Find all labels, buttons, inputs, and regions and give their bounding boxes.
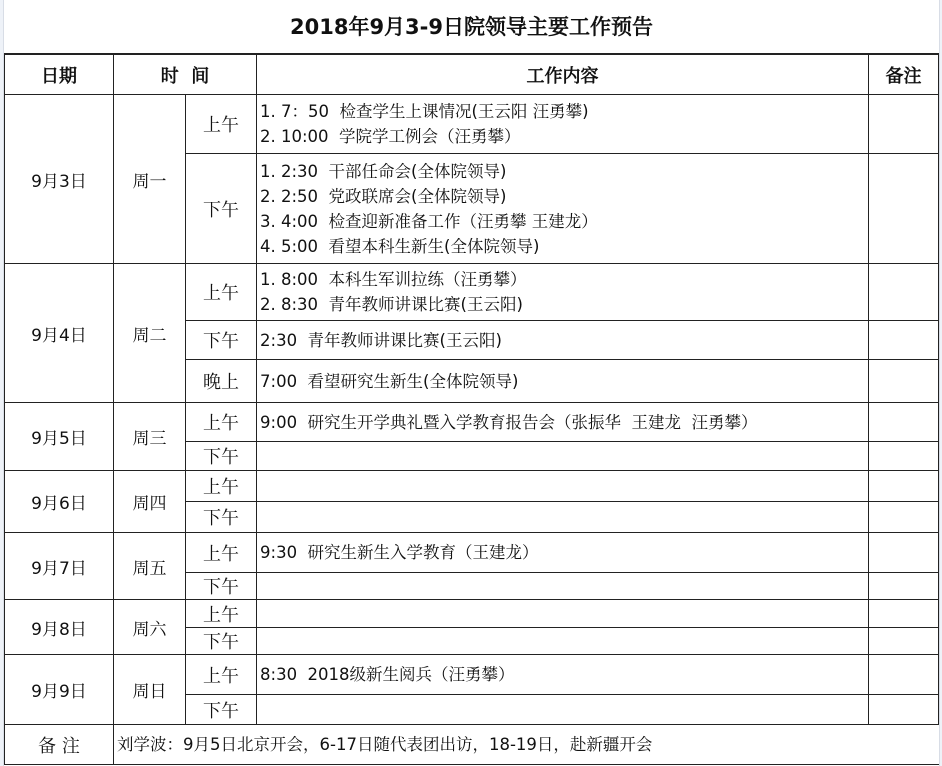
- table-row: [5, 600, 939, 628]
- slot-remark: [869, 321, 939, 360]
- content-line: 2. 8:30 青年教师讲课比赛(王云阳): [260, 295, 523, 314]
- slot-period: 下午: [186, 502, 257, 533]
- day-weekday: 周六: [114, 600, 186, 655]
- content-line: 9:00 研究生开学典礼暨入学教育报告会（张振华 王建龙 汪勇攀）: [260, 412, 758, 432]
- content-line: 2. 2:50 党政联席会(全体院领导): [260, 186, 507, 206]
- slot-remark: [869, 573, 939, 600]
- content-line: 3. 4:00 检查迎新准备工作（汪勇攀 王建龙）: [260, 211, 598, 231]
- slot-remark: [869, 360, 939, 403]
- slot-content: [257, 471, 869, 502]
- page-title: 2018年9月3-9日院领导主要工作预告: [4, 0, 939, 54]
- day-date: 9月7日: [5, 533, 114, 600]
- content-line: 1. 8:00 本科生军训拉练（汪勇攀）: [260, 270, 527, 289]
- content-line: 9:30 研究生新生入学教育（王建龙）: [260, 543, 539, 562]
- slot-period: 下午: [186, 573, 257, 600]
- header-time: [114, 55, 257, 95]
- slot-period: 上午: [186, 403, 257, 442]
- slot-content: [257, 600, 869, 628]
- table-row: [5, 471, 939, 502]
- slot-period: 下午: [186, 442, 257, 471]
- table-row: [5, 264, 939, 321]
- table-row: [5, 403, 939, 442]
- slot-period: 上午: [186, 264, 257, 321]
- header-remark: 备注: [869, 55, 939, 95]
- footer-row: [5, 725, 939, 765]
- slot-remark: [869, 264, 939, 321]
- slot-content: [257, 442, 869, 471]
- day-date: 9月8日: [5, 600, 114, 655]
- slot-period: 上午: [186, 600, 257, 628]
- header-date: 日期: [5, 55, 114, 95]
- slot-remark: [869, 533, 939, 573]
- slot-content: [257, 628, 869, 655]
- slot-period: 上午: [186, 471, 257, 502]
- header-row: [5, 55, 939, 95]
- slot-period: 下午: [186, 695, 257, 725]
- slot-remark: [869, 403, 939, 442]
- day-weekday: 周三: [114, 403, 186, 471]
- day-weekday: 周四: [114, 471, 186, 533]
- schedule-sheet: [4, 0, 939, 766]
- slot-content: [257, 403, 869, 442]
- slot-content: [257, 695, 869, 725]
- day-date: 9月9日: [5, 655, 114, 725]
- slot-remark: [869, 655, 939, 695]
- content-line: 8:30 2018级新生阅兵（汪勇攀）: [260, 665, 515, 684]
- slot-period: 上午: [186, 95, 257, 154]
- day-weekday: 周二: [114, 264, 186, 403]
- content-line: 4. 5:00 看望本科生新生(全体院领导): [260, 236, 540, 256]
- slot-remark: [869, 600, 939, 628]
- day-date: 9月3日: [5, 95, 114, 264]
- table-row: [5, 655, 939, 695]
- slot-content: [257, 573, 869, 600]
- schedule-table: [4, 54, 939, 765]
- slot-content: [257, 264, 869, 321]
- day-weekday: 周日: [114, 655, 186, 725]
- slot-remark: [869, 502, 939, 533]
- slot-content: [257, 321, 869, 360]
- content-line: 1. 7：50 检查学生上课情况(王云阳 汪勇攀): [260, 102, 589, 121]
- day-weekday: 周一: [114, 95, 186, 264]
- slot-content: [257, 502, 869, 533]
- slot-remark: [869, 154, 939, 264]
- slot-period: 下午: [186, 321, 257, 360]
- slot-period: 上午: [186, 655, 257, 695]
- footer-text: 刘学波：9月5日北京开会，6-17日随代表团出访，18-19日，赴新疆开会: [114, 725, 939, 765]
- day-weekday: 周五: [114, 533, 186, 600]
- slot-remark: [869, 695, 939, 725]
- content-line: 1. 2:30 干部任命会(全体院领导): [260, 161, 507, 181]
- content-line: 7:00 看望研究生新生(全体院领导): [260, 371, 519, 391]
- slot-content: [257, 360, 869, 403]
- content-line: 2:30 青年教师讲课比赛(王云阳): [260, 330, 502, 350]
- slot-period: 晚上: [186, 360, 257, 403]
- header-time-label: 时 间: [160, 65, 210, 87]
- slot-remark: [869, 628, 939, 655]
- slot-remark: [869, 442, 939, 471]
- slot-period: 下午: [186, 154, 257, 264]
- content-line: 2. 10:00 学院学工例会（汪勇攀）: [260, 127, 521, 146]
- slot-content: [257, 533, 869, 573]
- slot-remark: [869, 471, 939, 502]
- table-row: [5, 533, 939, 573]
- slot-period: 上午: [186, 533, 257, 573]
- slot-content: [257, 655, 869, 695]
- footer-label: 备 注: [5, 725, 114, 765]
- day-date: 9月6日: [5, 471, 114, 533]
- slot-content: [257, 95, 869, 154]
- table-row: [5, 95, 939, 154]
- slot-remark: [869, 95, 939, 154]
- header-content: 工作内容: [257, 55, 869, 95]
- day-date: 9月5日: [5, 403, 114, 471]
- slot-content: [257, 154, 869, 264]
- slot-period: 下午: [186, 628, 257, 655]
- day-date: 9月4日: [5, 264, 114, 403]
